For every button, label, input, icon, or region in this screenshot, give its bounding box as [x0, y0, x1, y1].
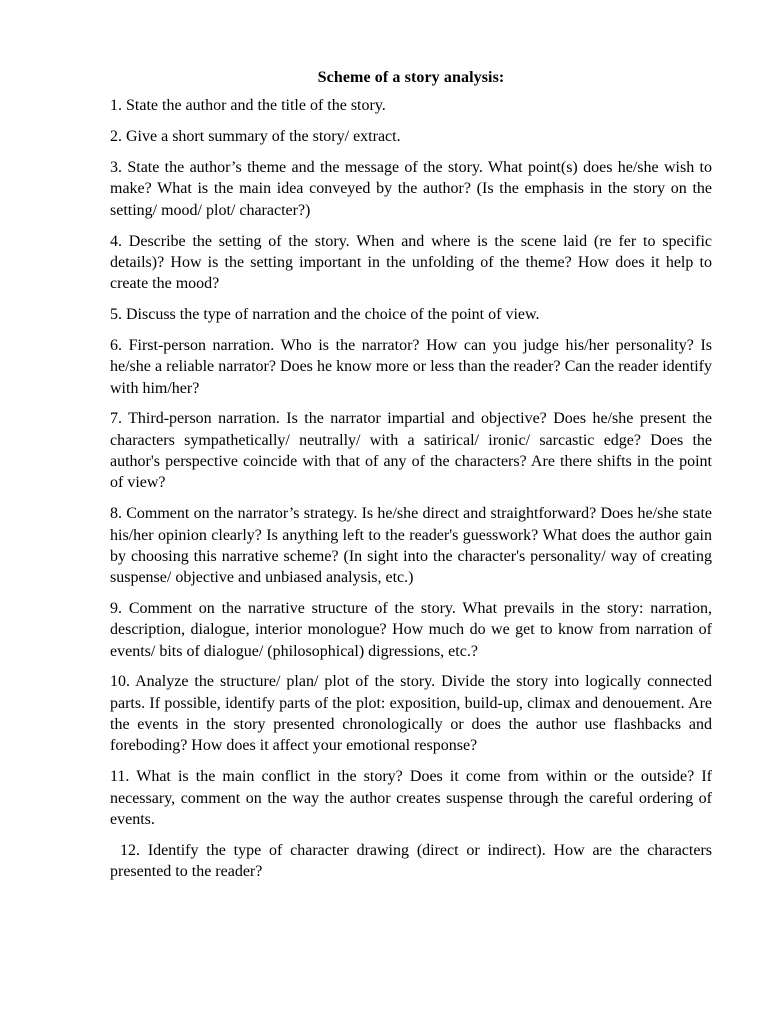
list-item-6: 6. First-person narration. Who is the narrator? How can you judge his/her personality? Is he/she a reliable narrator? Does he know more or less than the reader? Can the reader identify with him/her?	[110, 336, 712, 397]
list-item-5: 5. Discuss the type of narration and the choice of the point of view.	[110, 306, 540, 324]
list-item-3: 3. State the author’s theme and the message of the story. What point(s) does he/she wish to make? What is the main idea conveyed by the author? (Is the emphasis in the story on the setting/ mood/ plot/ character?)	[110, 159, 712, 219]
list-item-1: 1. State the author and the title of the story.	[110, 97, 386, 115]
list-item-2: 2. Give a short summary of the story/ extract.	[110, 128, 401, 146]
list-item-7: 7. Third-person narration. Is the narrator impartial and objective? Does he/she present the characters sympathetically/ neutrally/ with a satirical/ ironic/ sarcastic edge? Does the author's perspective coincide with that of any of the characters? Are there shifts in the point of view?	[110, 410, 712, 492]
list-item-9: 9. Comment on the narrative structure of the story. What prevails in the story: narration, description, dialogue, interior monologue? How much do we get to know from narration of events/ bits of dialogue/ (philosophical) digressions, etc.?	[110, 599, 712, 660]
list-item-12: 12. Identify the type of character drawing (direct or indirect). How are the characters presented to the reader?	[110, 841, 712, 881]
list-item-10: 10. Analyze the structure/ plan/ plot of the story. Divide the story into logically connected parts. If possible, identify parts of the plot: exposition, build-up, climax and denouement. Are the events in the story presented chronologically or does the author use flashbacks and foreboding? How does it affect your emotional response?	[110, 673, 712, 755]
list-item-11: 11. What is the main conflict in the story? Does it come from within or the outside? If necessary, comment on the way the author creates suspense through the careful ordering of events.	[110, 768, 712, 828]
list-item-4: 4. Describe the setting of the story. When and where is the scene laid (re fer to specific details)? How is the setting important in the unfolding of the theme? How does it help to create the mood?	[110, 232, 712, 293]
document-body	[110, 67, 712, 892]
document-title: Scheme of a story analysis:	[317, 69, 505, 86]
list-item-8: 8. Comment on the narrator’s strategy. Is he/she direct and straightforward? Does he/she state his/her opinion clearly? Is anything left to the reader's guesswork? What does the author gain by choosing this narrative scheme? (In sight into the character's personality/ way of creating suspense/ objective and unbiased analysis, etc.)	[110, 505, 712, 587]
